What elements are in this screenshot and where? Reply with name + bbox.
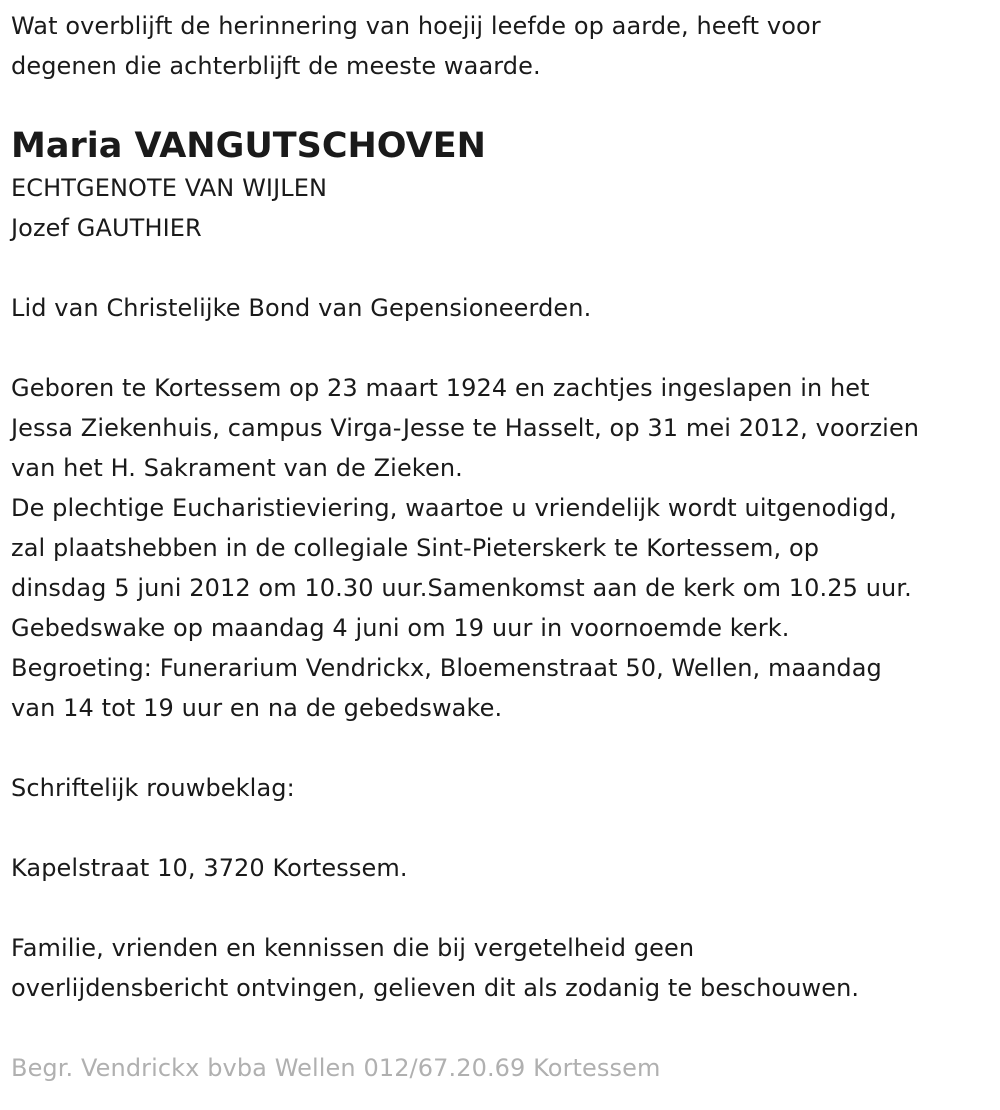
spacer	[11, 248, 996, 288]
obituary-notice	[11, 6, 996, 1088]
quote-line: degenen die achterblijft de meeste waarde.	[11, 52, 541, 80]
notice-line: overlijdensbericht ontvingen, gelieven dit als zodanig te beschouwen.	[11, 974, 860, 1002]
deceased-name: Maria VANGUTSCHOVEN	[11, 126, 486, 166]
details-line: Geboren te Kortessem op 23 maart 1924 en zachtjes ingeslapen in het	[11, 374, 870, 402]
details-line: van het H. Sakrament van de Zieken.	[11, 454, 463, 482]
condolences-address: Kapelstraat 10, 3720 Kortessem.	[11, 854, 408, 882]
relation-line: ECHTGENOTE VAN WIJLEN	[11, 174, 328, 202]
quote-line: Wat overblijft de herinnering van hoejij leefde op aarde, heeft voor	[11, 12, 821, 40]
membership-line: Lid van Christelijke Bond van Gepensioneerden.	[11, 294, 592, 322]
notice-line: Familie, vrienden en kennissen die bij vergetelheid geen	[11, 934, 695, 962]
funeral-home-footer: Begr. Vendrickx bvba Wellen 012/67.20.69 Kortessem	[11, 1054, 661, 1082]
details-line: Begroeting: Funerarium Vendrickx, Bloemenstraat 50, Wellen, maandag	[11, 654, 882, 682]
spacer	[11, 888, 996, 928]
spacer	[11, 1008, 996, 1048]
details-line: Jessa Ziekenhuis, campus Virga-Jesse te Hasselt, op 31 mei 2012, voorzien	[11, 414, 920, 442]
details-line: De plechtige Eucharistieviering, waartoe u vriendelijk wordt uitgenodigd,	[11, 494, 897, 522]
spouse-name: Jozef GAUTHIER	[11, 214, 202, 242]
details-line: van 14 tot 19 uur en na de gebedswake.	[11, 694, 503, 722]
spacer	[11, 328, 996, 368]
details-line: zal plaatshebben in de collegiale Sint-Pieterskerk te Kortessem, op	[11, 534, 820, 562]
spacer	[11, 728, 996, 768]
details-line: Gebedswake op maandag 4 juni om 19 uur in voornoemde kerk.	[11, 614, 790, 642]
details-line: dinsdag 5 juni 2012 om 10.30 uur.Samenkomst aan de kerk om 10.25 uur.	[11, 574, 912, 602]
condolences-label: Schriftelijk rouwbeklag:	[11, 774, 295, 802]
spacer	[11, 808, 996, 848]
